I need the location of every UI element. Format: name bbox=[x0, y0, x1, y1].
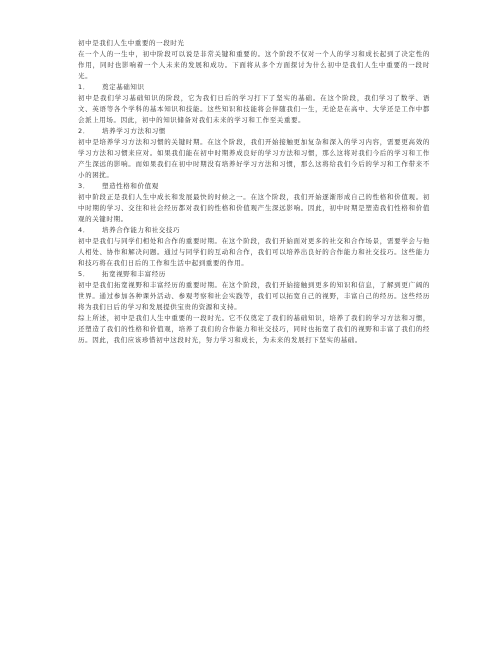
document-title: 初中是我们人生中重要的一段时光 bbox=[78, 39, 185, 47]
section-1 bbox=[78, 82, 430, 126]
section-body: 初中是我们学习基础知识的阶段，它为我们日后的学习打下了坚实的基础。在这个阶段，我们学习了数学、语文、英语等各个学科的基本知识和技能。这些知识和技能将会伴随我们一生，无论是在高中、大学还是工作中都会派上用场。因此，初中的知识储备对我们未来的学习和工作至关重要。 bbox=[78, 94, 430, 124]
section-number: 3． bbox=[78, 182, 90, 190]
section-heading-text: 培养合作能力和社交技巧 bbox=[102, 226, 181, 234]
section-heading-text: 拓宽视野和丰富经历 bbox=[102, 270, 166, 278]
section-body: 初中阶段正是我们人生中成长和发展最快的时候之一。在这个阶段，我们开始逐渐形成自己的性格和价值观。初中时期的学习、交往和社会经历都对我们的性格和价值观产生深远影响。因此，初中时期是塑造我们性格和价值观的关键时期。 bbox=[78, 193, 430, 223]
section-4 bbox=[78, 225, 430, 269]
document-page bbox=[78, 38, 430, 346]
section-body: 初中是我们拓宽视野和丰富经历的重要时期。在这个阶段，我们开始接触到更多的知识和信息，了解到更广阔的世界。通过参加各种课外活动、参观考察和社会实践等，我们可以拓宽自己的视野，丰富自己的经历。这些经历将为我们日后的学习和发展提供宝贵的资源和支持。 bbox=[78, 281, 430, 311]
conclusion-paragraph: 综上所述，初中是我们人生中重要的一段时光。它不仅奠定了我们的基础知识，培养了我们的学习方法和习惯，还塑造了我们的性格和价值观，培养了我们的合作能力和社交技巧，同时也拓宽了我们的视野和丰富了我们的经历。因此，我们应该珍惜初中这段时光，努力学习和成长，为未来的发展打下坚实的基础。 bbox=[78, 314, 430, 344]
section-heading bbox=[78, 225, 430, 236]
section-2 bbox=[78, 126, 430, 181]
section-number: 2． bbox=[78, 127, 90, 135]
section-heading-text: 奠定基础知识 bbox=[102, 83, 145, 91]
section-heading-text: 培养学习方法和习惯 bbox=[102, 127, 166, 135]
section-heading bbox=[78, 126, 430, 137]
section-heading bbox=[78, 82, 430, 93]
section-number: 5． bbox=[78, 270, 90, 278]
section-number: 1． bbox=[78, 83, 90, 91]
section-body: 初中是培养学习方法和习惯的关键时期。在这个阶段，我们开始接触更加复杂和深入的学习内容，需要更高效的学习方法和习惯来应对。如果我们能在初中时期养成良好的学习方法和习惯，那么这将对我们今后的学习和工作产生深远的影响。而如果我们在初中时期没有培养好学习方法和习惯，那么这将给我们今后的学习和工作带来不小的困扰。 bbox=[78, 138, 430, 179]
section-body: 初中是我们与同学们相处和合作的重要时期。在这个阶段，我们开始面对更多的社交和合作场景，需要学会与他人相处、协作和解决问题。通过与同学们的互动和合作，我们可以培养出良好的合作能力和社交技巧。这些能力和技巧将在我们日后的工作和生活中起到重要的作用。 bbox=[78, 237, 430, 267]
section-heading-text: 塑造性格和价值观 bbox=[102, 182, 159, 190]
section-3 bbox=[78, 181, 430, 225]
section-heading bbox=[78, 181, 430, 192]
intro-paragraph: 在一个人的一生中，初中阶段可以说是非常关键和重要的。这个阶段不仅对一个人的学习和成长起到了决定性的作用，同时也影响着一个人未来的发展和成功。下面将从多个方面探讨为什么初中是我们人生中重要的一段时光。 bbox=[78, 50, 430, 80]
section-5 bbox=[78, 269, 430, 313]
section-heading bbox=[78, 269, 430, 280]
section-number: 4． bbox=[78, 226, 90, 234]
